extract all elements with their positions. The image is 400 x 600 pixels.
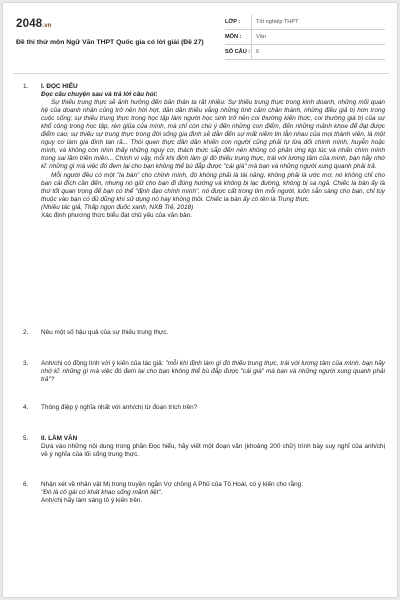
section-heading: II. LÀM VĂN	[41, 435, 78, 442]
site-logo[interactable]	[16, 18, 52, 30]
question-number: 3.	[23, 360, 29, 367]
header-divider	[13, 73, 389, 74]
logo-text: 2048	[16, 18, 43, 30]
page-header	[3, 3, 399, 73]
info-row-subject	[225, 30, 385, 45]
question-text: Nhận xét về nhân vật Mị trong truyện ngắn Vợ chồng A Phủ của Tô Hoài, có ý kiến cho rằng:	[41, 481, 303, 488]
question-quote: "Đó là cô gái có khát khao sống mãnh liệt".	[41, 489, 163, 497]
exam-title: Đề thi thử môn Ngữ Văn THPT Quốc gia có lời giải (Đề 27)	[16, 39, 204, 46]
question-body	[41, 481, 385, 505]
question-body	[41, 435, 385, 459]
question-text: Dựa vào những nội dung trong phần Đọc hiểu, hãy viết một đoạn văn (khoảng 200 chữ) trình bày suy nghĩ của anh/chị về ý nghĩa của lối sống trung thực.	[41, 443, 385, 459]
passage-text: Sự thiếu trung thực sẽ ảnh hưởng đến bản thân ta rất nhiều: Sự thiếu trung thực trong kinh doanh, những mối quan hệ của doanh nhân cũng trở nên hời hợt, dần dần thiếu vắng những tình cảm chân thành, những điều giả trị hơn trong cuộc sống; sự thiếu trung thực trong học tập làm người học sinh trở nên coi thường kiến thức, coi thường giá trị của sự khổ công trong học tập, rèn giũa của mình, mà chỉ còn chú ý đến những con điểm, đến những mảnh khoe để đạt được điểm cao; sự thiếu sự trung thực trong đời sống gia đình sẽ dẫn đến sự mất niềm tin lẫn nhau của mọi thành viên, là một nguy cơ làm gia đình tan rã... Thói quen thực dần dần khiến con người cũng phải tự lừa dối chính mình, huyễn hoặc mình, và không còn nhìn thấy những nguy cơ, thách thức sắp đến nên không có phản ứng kịp lúc và nhấn chìm mình trong sai lầm triền miên... Chính vì vậy, mỗi khi định làm gì đó thiếu trung thực, trái với lương tâm của mình, bạn hãy nhớ kĩ: những gì mà việc đó đem lại cho bạn không thể bù đắp được "cái giá" mà bạn và những người xung quanh phải trả.	[41, 99, 385, 171]
question-body	[41, 83, 385, 220]
question-number: 1.	[23, 83, 29, 90]
question-number: 5.	[23, 435, 29, 442]
passage-source: (Nhiều tác giả, Thấp ngọn đuốc xanh, NXB Trẻ, 2018)	[41, 203, 194, 211]
info-label: SỐ CÂU :	[225, 49, 251, 55]
question-body: Nêu một số hậu quả của sự thiếu trung thực.	[41, 329, 169, 336]
info-row-count	[225, 45, 385, 60]
question-text: Anh/chị có đồng tình với ý kiến của tác giả:	[41, 360, 166, 367]
section-heading: I. ĐỌC HIỂU	[41, 83, 78, 90]
question-number: 4.	[23, 404, 29, 411]
info-value: Tốt nghiệp THPT	[251, 15, 385, 29]
question-number: 6.	[23, 481, 29, 488]
question-prompt: Xác định phương thức biểu đạt chủ yếu của văn bản.	[41, 211, 192, 219]
passage-paragraph-2	[41, 172, 385, 204]
passage-paragraph-1	[41, 99, 385, 171]
question-body	[41, 360, 385, 384]
question-number: 2.	[23, 329, 29, 336]
question-quote: "mỗi khi định làm gì đó thiếu trung thực, trái với lương tâm của mình, bạn hãy nhớ kĩ: những gì mà việc đó đem lại cho bạn không thể bù đắp được "cái giá" mà bạn và những người xung quanh phải trả"?	[41, 360, 385, 384]
exam-page	[2, 2, 398, 598]
info-row-class	[225, 15, 385, 30]
question-body: Thông điệp ý nghĩa nhất với anh/chị từ đoạn trích trên?	[41, 404, 198, 411]
passage-text: Mỗi người đều có một "la bàn" cho chính mình, đó không phải là tài năng, không phải là ước mơ, nó không chỉ cho bạn cái đích cần đến, nhưng nó giữ cho bạn đi đúng hướng và không bị lạc đường, không bị sa ngã. Chiếc la bàn ấy là thứ tốt quan trọng để bạn có thể "định đạo chính mình", nó được cất trong tim mỗi người, luôn sẵn sàng cho bạn, chỉ tùy thuộc vào bạn có đủ dũng khí sử dụng nó hay không thôi. Chiếc la bàn ấy có tên là Trung thực.	[41, 171, 385, 203]
logo-suffix: .vn	[42, 23, 52, 29]
info-value: Văn	[251, 30, 385, 44]
info-value: 6	[251, 45, 385, 59]
info-label: MÔN :	[225, 34, 242, 40]
info-label: LỚP :	[225, 19, 241, 25]
reading-instruction: Đọc câu chuyện sau và trả lời câu hỏi:	[41, 91, 158, 99]
exam-info-table	[225, 15, 385, 60]
question-text: Anh/chị hãy làm sáng tỏ ý kiến trên.	[41, 497, 143, 505]
